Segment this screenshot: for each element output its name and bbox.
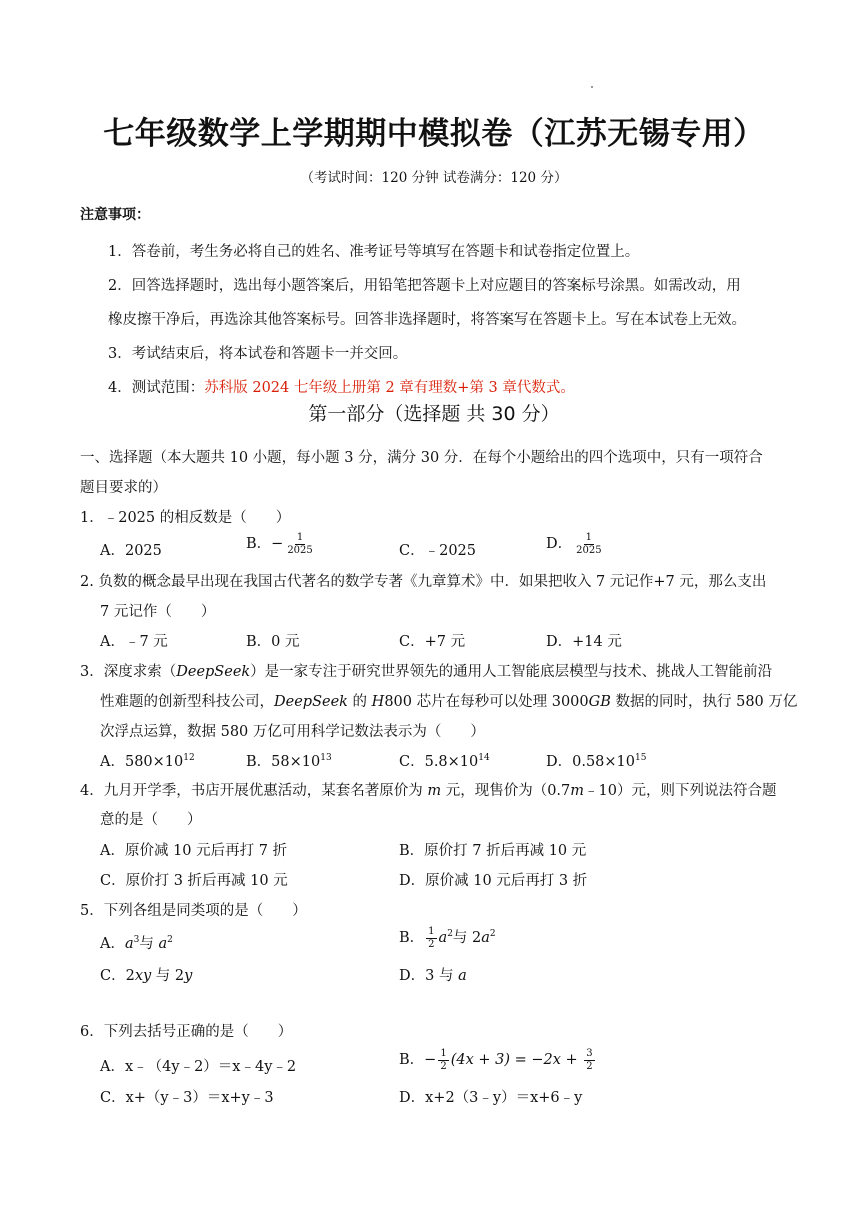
- scan-dot: [591, 86, 593, 88]
- question-2-stem-line-2: 7 元记作（ ）: [100, 604, 216, 620]
- question-3-stem-line-3: 次浮点运算，数据 580 万亿可用科学记数法表示为（ ）: [100, 724, 485, 740]
- question-1-stem: 1．﹣2025 的相反数是（ ）: [80, 510, 291, 526]
- q2-option-c: C．+7 元: [399, 634, 466, 650]
- q5-option-c: C．2xy 与 2y: [100, 968, 193, 984]
- q1-option-a: A．2025: [100, 543, 162, 559]
- q4-option-d: D．原价减 10 元后再打 3 折: [399, 873, 588, 889]
- q4-option-a: A．原价减 10 元后再打 7 折: [100, 843, 288, 859]
- fraction: $\frac{1}{2}$: [440, 1048, 447, 1072]
- q3-option-c: C．$5.8\times 10^{14}$: [399, 753, 490, 770]
- notice-item-4: [108, 376, 575, 397]
- question-6-stem: 6．下列去括号正确的是（ ）: [80, 1024, 293, 1040]
- part-1-title: 第一部分（选择题 共 30 分）: [308, 403, 560, 425]
- fraction: $\frac{3}{2}$: [586, 1048, 593, 1072]
- q5-option-b: B． $\frac{1}{2}$ $a^2$与 $2a^2$: [399, 926, 496, 950]
- q3-option-b: B．$58\times 10^{13}$: [246, 753, 332, 770]
- q6-option-b: B．− $\frac{1}{2}$ (4x + 3) = −2x + $\frac{3}{2}$: [399, 1048, 593, 1072]
- q1-option-c: C．﹣2025: [399, 543, 476, 559]
- notice-item-3: 3．考试结束后，将本试卷和答题卡一并交回。: [108, 346, 408, 362]
- question-2-stem-line-1: 2. 负数的概念最早出现在我国古代著名的数学专著《九章算术》中．如果把收入 7 元记作+7 元，那么支出: [80, 574, 767, 590]
- test-range: 苏科版 2024 七年级上册第 2 章有理数+第 3 章代数式。: [204, 380, 575, 396]
- notice-item-4-prefix: 4．测试范围：: [108, 380, 205, 396]
- q2-option-a: A．﹣7 元: [100, 634, 168, 650]
- fraction: $\frac{1}{2025}$: [576, 532, 602, 556]
- q3-option-a: A．$580\times 10^{12}$: [100, 753, 195, 770]
- q1-option-b: B．− $\frac{1}{2025}$: [246, 532, 313, 556]
- notice-item-2-line-1: 2．回答选择题时，选出每小题答案后，用铅笔把答题卡上对应题目的答案标号涂黑。如需改动，用: [108, 278, 741, 294]
- fraction: $\frac{1}{2025}$: [287, 532, 313, 556]
- exam-subtitle: （考试时间：120 分钟 试卷满分：120 分）: [300, 170, 568, 186]
- q6-option-a: A．x﹣（4y﹣2）＝x﹣4y﹣2: [100, 1059, 297, 1075]
- q5-option-d: D．3 与 a: [399, 968, 467, 984]
- notice-item-1: 1．答卷前，考生务必将自己的姓名、准考证号等填写在答题卡和试卷指定位置上。: [108, 244, 640, 260]
- notice-item-2-line-2: 橡皮擦干净后，再选涂其他答案标号。回答非选择题时，将答案写在答题卡上。写在本试卷上无效。: [108, 312, 746, 328]
- question-4-stem-line-1: 4．九月开学季，书店开展优惠活动，某套名著原价为 m 元，现售价为（0.7m﹣10）元，则下列说法符合题: [80, 783, 777, 799]
- section-intro-line-2: 题目要求的）: [80, 480, 167, 496]
- question-4-stem-line-2: 意的是（ ）: [100, 812, 202, 828]
- q4-option-b: B．原价打 7 折后再减 10 元: [399, 843, 587, 859]
- notice-heading: 注意事项：: [80, 207, 150, 223]
- fraction: $\frac{1}{2}$: [428, 926, 435, 950]
- q6-option-c: C．x+（y﹣3）＝x+y﹣3: [100, 1090, 274, 1106]
- question-3-stem-line-2: 性难题的创新型科技公司，DeepSeek 的 H800 芯片在每秒可以处理 3000GB 数据的同时，执行 580 万亿: [100, 694, 798, 710]
- section-intro-line-1: 一、选择题（本大题共 10 小题，每小题 3 分，满分 30 分．在每个小题给出的四个选项中，只有一项符合: [80, 450, 763, 466]
- q6-option-d: D．x+2（3﹣y）＝x+6﹣y: [399, 1090, 583, 1106]
- q2-option-d: D．+14 元: [546, 634, 622, 650]
- q5-option-a: A．$a^3$与 $a^2$: [100, 935, 173, 952]
- question-3-stem-line-1: 3．深度求索（DeepSeek）是一家专注于研究世界领先的通用人工智能底层模型与技术、挑战人工智能前沿: [80, 664, 773, 680]
- question-5-stem: 5．下列各组是同类项的是（ ）: [80, 903, 307, 919]
- q1-option-d: D． $\frac{1}{2025}$: [546, 532, 602, 556]
- q2-option-b: B．0 元: [246, 634, 300, 650]
- q3-option-d: D．$0.58\times 10^{15}$: [546, 753, 647, 770]
- page-title: 七年级数学上学期期中模拟卷（江苏无锡专用）: [103, 116, 765, 152]
- minus-sign: −: [271, 536, 284, 552]
- q4-option-c: C．原价打 3 折后再减 10 元: [100, 873, 288, 889]
